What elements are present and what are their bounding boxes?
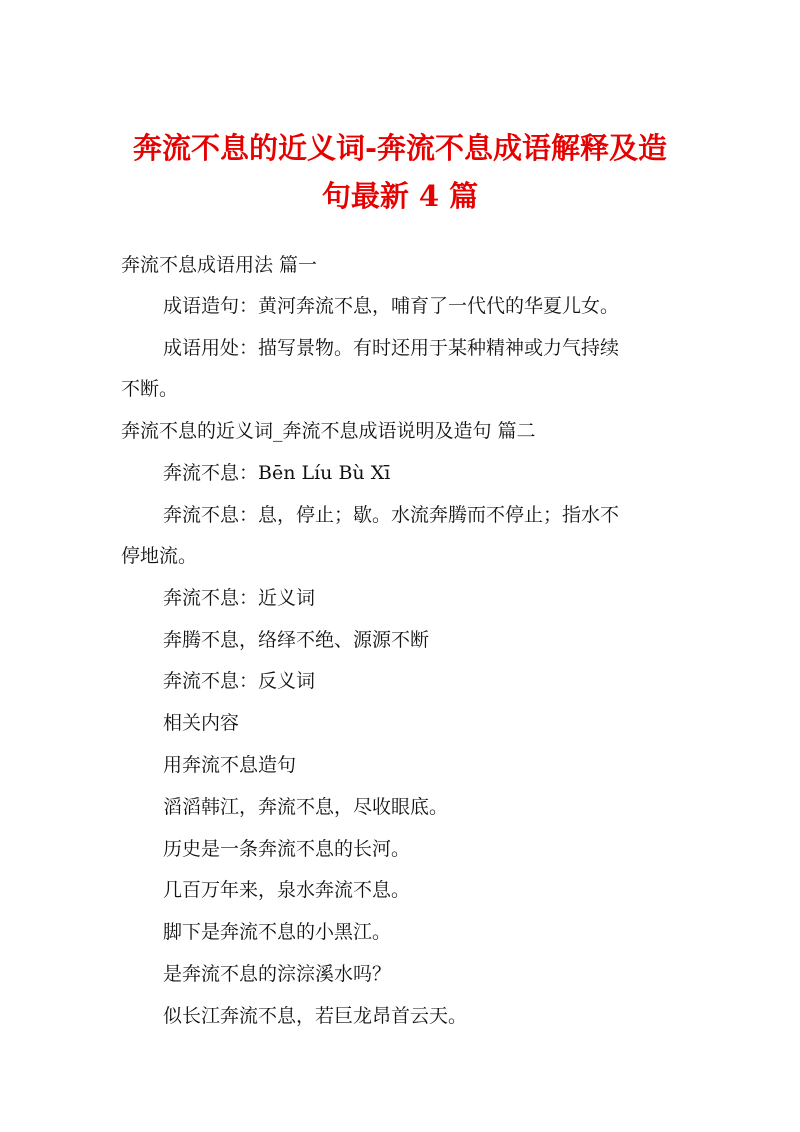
paragraph-line: 用奔流不息造句 xyxy=(163,754,297,776)
document-title-line-1: 奔流不息的近义词-奔流不息成语解释及造 xyxy=(132,131,668,165)
paragraph-line: 成语造句：黄河奔流不息，哺育了一代代的华夏儿女。 xyxy=(163,295,620,317)
paragraph-line: 奔流不息：息，停止；歇。水流奔腾而不停止；指水不 xyxy=(163,504,620,526)
paragraph-line: 似长江奔流不息，若巨龙昂首云天。 xyxy=(163,1005,468,1027)
paragraph-line: 历史是一条奔流不息的长河。 xyxy=(163,838,411,860)
section-heading-2: 奔流不息的近义词_奔流不息成语说明及造句 篇二 xyxy=(121,420,536,442)
paragraph-line: 奔腾不息，络绎不绝、源源不断 xyxy=(163,629,430,651)
paragraph-line: 脚下是奔流不息的小黑江。 xyxy=(163,921,392,943)
section-heading-1: 奔流不息成语用法 篇一 xyxy=(121,254,318,276)
paragraph-line: 奔流不息：反义词 xyxy=(163,670,316,692)
paragraph-line: 是奔流不息的淙淙溪水吗？ xyxy=(163,963,392,985)
paragraph-line: 几百万年来，泉水奔流不息。 xyxy=(163,879,411,901)
paragraph-line: 成语用处：描写景物。有时还用于某种精神或力气持续 xyxy=(163,337,620,359)
paragraph-line: 奔流不息：近义词 xyxy=(163,587,316,609)
paragraph-line: 不断。 xyxy=(121,378,179,400)
paragraph-line: 停地流。 xyxy=(121,545,198,567)
paragraph-line: 滔滔韩江，奔流不息，尽收眼底。 xyxy=(163,796,449,818)
document-title-line-2: 句最新 4 篇 xyxy=(321,179,479,213)
paragraph-line: 相关内容 xyxy=(163,712,240,734)
paragraph-line: 奔流不息：Bēn Líu Bù Xī xyxy=(163,462,391,484)
